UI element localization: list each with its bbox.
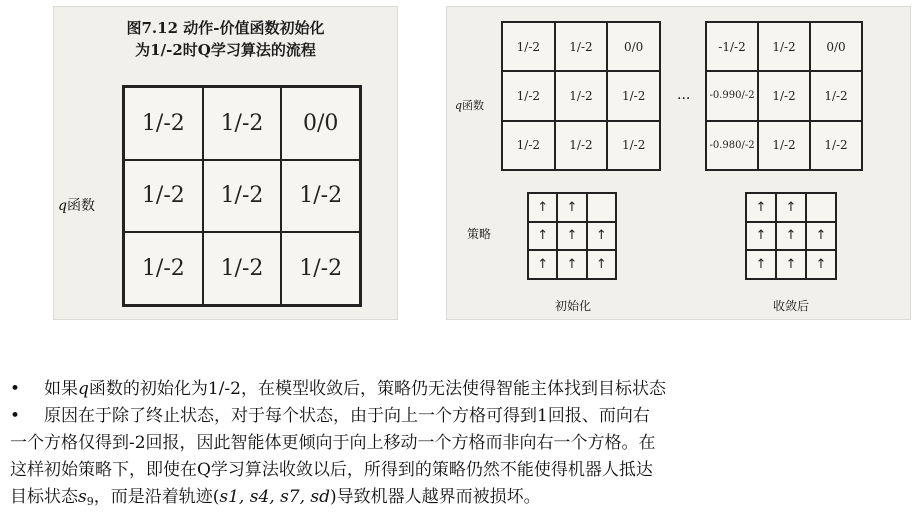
grid-cell: 1/-2 xyxy=(758,22,810,71)
grid-cell: 1/-2 xyxy=(281,160,360,233)
arrow-up-icon: ↑ xyxy=(587,222,616,251)
grid-cell: 1/-2 xyxy=(555,71,608,120)
bullet-2 xyxy=(10,403,915,430)
arrow-up-icon: ↑ xyxy=(776,222,806,251)
bullet-1 xyxy=(10,376,915,403)
arrow-up-icon: ↑ xyxy=(746,250,776,279)
b2-l4-pre: 目标状态 xyxy=(10,487,78,507)
b2-l4-post: )导致机器人越界而被损坏。 xyxy=(330,487,541,507)
b2-l4-mid: ，而是沿着轨迹( xyxy=(93,487,220,507)
grid-cell: 1/-2 xyxy=(124,232,203,305)
grid-cell: 0/0 xyxy=(810,22,862,71)
q-var: q xyxy=(58,198,67,214)
grid-cell: 1/-2 xyxy=(607,121,660,170)
grid-cell: 1/-2 xyxy=(555,22,608,71)
grid-cell: 1/-2 xyxy=(203,232,282,305)
grid-cell: 1/-2 xyxy=(758,71,810,120)
s9-sub: 9 xyxy=(86,495,94,508)
left-figure-photo xyxy=(53,6,398,320)
init-label: 初始化 xyxy=(555,299,592,313)
grid-cell: 1/-2 xyxy=(124,160,203,233)
arrow-up-icon: ↑ xyxy=(528,250,557,279)
bullet-dot: • xyxy=(10,379,21,399)
arrow-up-icon: ↑ xyxy=(528,222,557,251)
arrow-up-icon: ↑ xyxy=(557,222,586,251)
q-converged-grid xyxy=(705,21,863,171)
grid-cell: 1/-2 xyxy=(502,22,555,71)
q-text: 函数 xyxy=(66,198,95,214)
grid-cell: -0.980/-2 xyxy=(706,121,758,170)
q-init-grid xyxy=(501,21,661,171)
arrow-up-icon: ↑ xyxy=(557,193,586,222)
grid-cell: 1/-2 xyxy=(203,87,282,160)
caption-line-1: 图7.12 动作-价值函数初始化 xyxy=(126,19,325,37)
grid-cell: 1/-2 xyxy=(607,71,660,120)
policy-label: 策略 xyxy=(467,227,492,241)
ellipsis: ··· xyxy=(677,91,691,107)
right-figure-photo xyxy=(446,6,911,320)
b1-mid: 函数的初始化为 xyxy=(88,379,208,399)
grid-cell: 1/-2 xyxy=(124,87,203,160)
b1-post: ，在模型收敛后，策略仍无法使得智能主体找到目标状态 xyxy=(241,379,666,399)
goal-cell xyxy=(587,193,616,222)
policy-converged-grid xyxy=(745,192,837,280)
b1-val: 1/-2 xyxy=(207,379,241,399)
b2-line2: 一个方格仅得到-2回报，因此智能体更倾向于向上移动一个方格而非向右一个方格。在 xyxy=(10,433,656,453)
caption-line-2: 为1/-2时Q学习算法的流程 xyxy=(135,41,316,59)
grid-cell: 1/-2 xyxy=(758,121,810,170)
s9-var: s xyxy=(78,487,87,507)
grid-cell: -0.990/-2 xyxy=(706,71,758,120)
b1-var: q xyxy=(78,379,89,399)
grid-cell: 1/-2 xyxy=(502,71,555,120)
q-text: 函数 xyxy=(462,99,485,112)
grid-cell: 1/-2 xyxy=(281,232,360,305)
goal-cell xyxy=(806,193,836,222)
grid-cell: 1/-2 xyxy=(810,121,862,170)
q-function-label xyxy=(58,195,95,215)
grid-cell: 0/0 xyxy=(607,22,660,71)
bullet-dot: • xyxy=(10,406,21,426)
grid-cell: 1/-2 xyxy=(810,71,862,120)
b2-line4 xyxy=(10,484,915,515)
arrow-up-icon: ↑ xyxy=(806,222,836,251)
arrow-up-icon: ↑ xyxy=(528,193,557,222)
explanation-text xyxy=(10,376,915,515)
grid-cell: 1/-2 xyxy=(203,160,282,233)
grid-cell: 1/-2 xyxy=(555,121,608,170)
arrow-up-icon: ↑ xyxy=(587,250,616,279)
grid-cell: -1/-2 xyxy=(706,22,758,71)
b2-line1: 原因在于除了终止状态，对于每个状态，由于向上一个方格可得到1回报、而向右 xyxy=(44,406,650,426)
converged-label: 收敛后 xyxy=(773,299,810,313)
q-var: q xyxy=(455,99,463,112)
policy-init-grid xyxy=(527,192,617,280)
arrow-up-icon: ↑ xyxy=(746,193,776,222)
grid-cell: 1/-2 xyxy=(502,121,555,170)
b1-pre: 如果 xyxy=(44,379,78,399)
b2-line3: 这样初始策略下，即使在Q学习算法收敛以后，所得到的策略仍然不能使得机器人抵达 xyxy=(10,460,653,480)
arrow-up-icon: ↑ xyxy=(776,193,806,222)
arrow-up-icon: ↑ xyxy=(776,250,806,279)
q-value-grid xyxy=(122,85,362,307)
arrow-up-icon: ↑ xyxy=(557,250,586,279)
figure-caption xyxy=(54,17,397,61)
trajectory: s1, s4, s7, sd xyxy=(219,487,331,507)
arrow-up-icon: ↑ xyxy=(746,222,776,251)
grid-cell: 0/0 xyxy=(281,87,360,160)
q-function-label-small xyxy=(455,97,484,113)
arrow-up-icon: ↑ xyxy=(806,250,836,279)
